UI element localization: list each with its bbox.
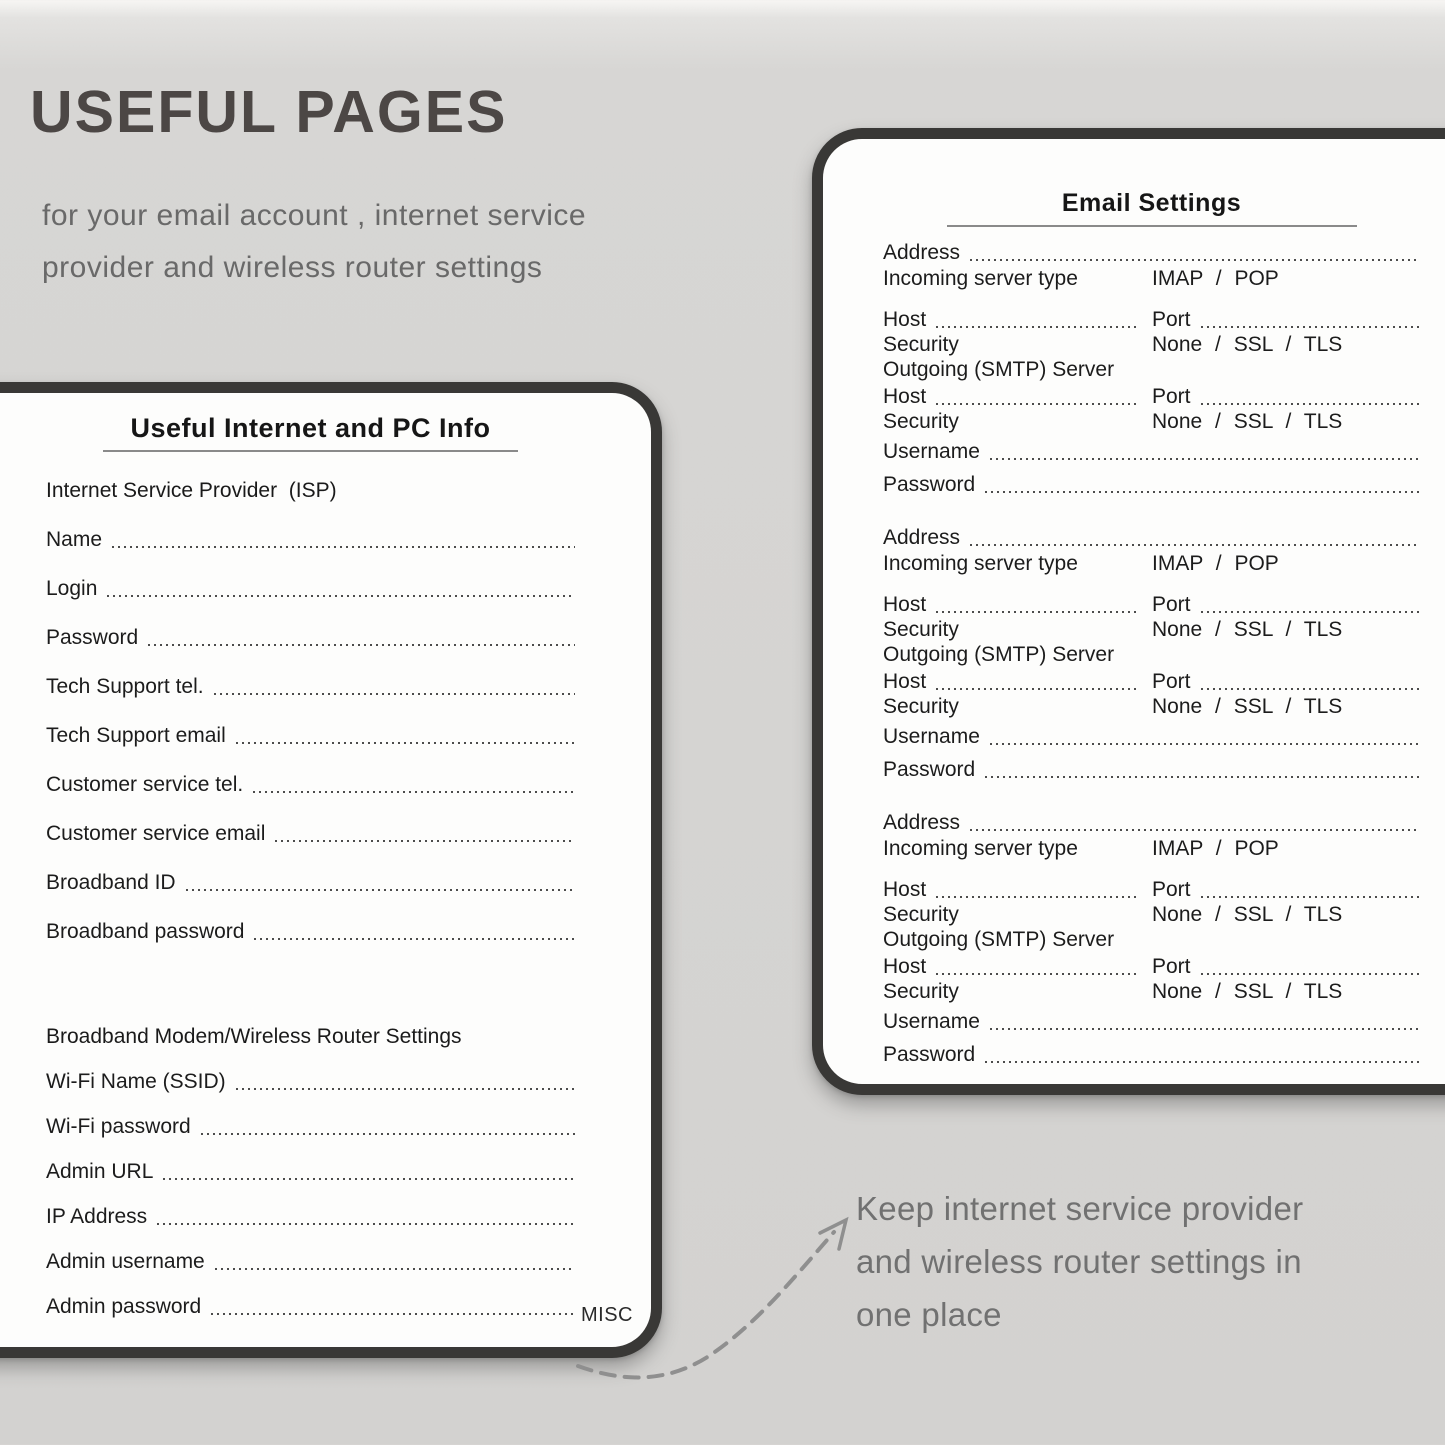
row-right-cell (1152, 410, 1420, 433)
dotted-write-line (157, 1223, 575, 1225)
field-label: Wi-Fi password (46, 1115, 191, 1138)
field-row-password (883, 758, 1420, 781)
option-choices: None / SSL / TLS (1152, 333, 1343, 356)
field-row-security (883, 903, 1420, 926)
field-label: Address (883, 811, 961, 834)
field-row-username (883, 440, 1420, 463)
field-row-password (883, 473, 1420, 496)
email-settings-blocks (883, 241, 1420, 1066)
field-row-name (46, 529, 575, 551)
row-left-cell (883, 308, 1152, 331)
field-label: Host (883, 385, 927, 408)
field-label: Incoming server type (883, 837, 1078, 860)
hero-title: USEFUL PAGES (30, 79, 508, 145)
field-row-host-port (883, 308, 1420, 331)
dotted-write-line (936, 896, 1138, 898)
notebook-page-email-settings (812, 128, 1445, 1095)
row-left-cell (883, 410, 1152, 433)
row-right-cell (1152, 980, 1420, 1003)
field-row-admin-url (46, 1161, 575, 1183)
field-label: Security (883, 980, 959, 1003)
row-left-cell (883, 903, 1152, 926)
dotted-write-line (936, 688, 1138, 690)
dotted-write-line (201, 1133, 575, 1135)
field-row-security (883, 695, 1420, 718)
dotted-write-line (936, 611, 1138, 613)
dotted-write-line (970, 544, 1420, 546)
field-row-host-port (883, 670, 1420, 693)
row-left-cell (883, 267, 1152, 290)
field-label: Broadband password (46, 920, 245, 943)
arrowhead-icon (820, 1220, 846, 1249)
field-label: Outgoing (SMTP) Server (883, 358, 1115, 381)
field-row-username (883, 725, 1420, 748)
title-underline (947, 225, 1357, 227)
email-settings-block (883, 811, 1420, 1066)
field-row-host-port (883, 593, 1420, 616)
dotted-write-line (1201, 403, 1420, 405)
field-row-address (883, 526, 1420, 549)
field-label: Broadband ID (46, 871, 176, 894)
field-row-tech-support-tel (46, 676, 575, 698)
field-row-security (883, 980, 1420, 1003)
field-label: Customer service tel. (46, 773, 244, 796)
right-page-content (823, 139, 1445, 1084)
option-choices: None / SSL / TLS (1152, 903, 1343, 926)
field-row-host-port (883, 955, 1420, 978)
field-row-address (883, 241, 1420, 264)
row-right-cell (1152, 670, 1420, 693)
dotted-write-line (186, 889, 575, 891)
field-label: Admin password (46, 1295, 202, 1318)
notebook-page-internet-info (0, 382, 662, 1358)
email-settings-block (883, 526, 1420, 781)
field-label: Port (1152, 670, 1191, 693)
left-page-content (0, 393, 651, 1347)
field-row-tech-support-email (46, 725, 575, 747)
dotted-write-line (215, 1268, 575, 1270)
field-row-customer-service-tel (46, 774, 575, 796)
row-left-cell (883, 837, 1152, 860)
dotted-write-line (148, 644, 575, 646)
option-choices: None / SSL / TLS (1152, 695, 1343, 718)
right-page-title: Email Settings (1061, 189, 1242, 217)
field-label: Password (883, 1043, 976, 1066)
dotted-write-line (936, 326, 1138, 328)
row-left-cell (883, 695, 1152, 718)
row-left-cell (883, 980, 1152, 1003)
field-row-customer-service-email (46, 823, 575, 845)
field-row-admin-username (46, 1251, 575, 1273)
field-row-outgoing-smtp-server (883, 358, 1420, 381)
dotted-write-line (936, 403, 1138, 405)
row-right-cell (1152, 593, 1420, 616)
hero-subtitle: for your email account , internet service provider and wireless router settings (42, 199, 587, 284)
field-row-wi-fi-password (46, 1116, 575, 1138)
field-label: Address (883, 526, 961, 549)
field-row-incoming-server-type (883, 837, 1420, 860)
dotted-write-line (936, 973, 1138, 975)
dotted-write-line (107, 595, 575, 597)
option-choices: None / SSL / TLS (1152, 410, 1343, 433)
field-row-login (46, 578, 575, 600)
row-right-cell (1152, 385, 1420, 408)
field-label: Login (46, 577, 98, 600)
dotted-write-line (985, 1061, 1420, 1063)
left-page-title: Useful Internet and PC Info (130, 413, 491, 443)
field-row-password (883, 1043, 1420, 1066)
field-label: Password (883, 473, 976, 496)
field-label: Host (883, 593, 927, 616)
field-row-incoming-server-type (883, 552, 1420, 575)
email-settings-block (883, 241, 1420, 496)
field-label: Host (883, 955, 927, 978)
row-left-cell (883, 333, 1152, 356)
field-row-username (883, 1010, 1420, 1033)
row-right-cell (1152, 552, 1420, 575)
dotted-write-line (970, 259, 1420, 261)
field-row-broadband-id (46, 872, 575, 894)
row-left-cell (883, 593, 1152, 616)
field-label: Port (1152, 955, 1191, 978)
field-label: Password (46, 626, 139, 649)
field-label: Outgoing (SMTP) Server (883, 928, 1115, 951)
row-right-cell (1152, 267, 1420, 290)
field-label: Address (883, 241, 961, 264)
field-label: Incoming server type (883, 552, 1078, 575)
section-header-internet-service-provider-isp: Internet Service Provider (ISP) (46, 479, 337, 502)
dotted-write-line (236, 742, 575, 744)
field-label: IP Address (46, 1205, 148, 1228)
field-row-admin-password (46, 1296, 575, 1318)
row-right-cell (1152, 903, 1420, 926)
field-label: Incoming server type (883, 267, 1078, 290)
option-choices: IMAP / POP (1152, 267, 1279, 290)
dotted-write-line (275, 840, 575, 842)
section-header-broadband-modem-wireless-router-settings: Broadband Modem/Wireless Router Settings (46, 1025, 462, 1048)
dotted-write-line (214, 693, 575, 695)
dotted-write-line (990, 1028, 1420, 1030)
field-label: Username (883, 725, 980, 748)
dotted-write-line (990, 743, 1420, 745)
field-label: Tech Support email (46, 724, 226, 747)
field-label: Username (883, 440, 980, 463)
field-row-broadband-password (46, 921, 575, 943)
field-label: Customer service email (46, 822, 266, 845)
field-row-wi-fi-name-ssid (46, 1071, 575, 1093)
row-right-cell (1152, 955, 1420, 978)
row-left-cell (883, 955, 1152, 978)
dotted-write-line (1201, 326, 1420, 328)
dotted-write-line (1201, 611, 1420, 613)
option-choices: IMAP / POP (1152, 837, 1279, 860)
field-row-outgoing-smtp-server (883, 928, 1420, 951)
field-label: Port (1152, 385, 1191, 408)
field-label: Security (883, 333, 959, 356)
field-row-address (883, 811, 1420, 834)
field-label: Security (883, 695, 959, 718)
field-label: Host (883, 308, 927, 331)
dotted-write-line (211, 1313, 575, 1315)
row-left-cell (883, 552, 1152, 575)
dotted-write-line (1201, 896, 1420, 898)
field-row-host-port (883, 878, 1420, 901)
field-label: Security (883, 903, 959, 926)
field-row-ip-address (46, 1206, 575, 1228)
field-label: Port (1152, 308, 1191, 331)
option-choices: None / SSL / TLS (1152, 618, 1343, 641)
field-row-security (883, 410, 1420, 433)
field-row-outgoing-smtp-server (883, 643, 1420, 666)
field-row-incoming-server-type (883, 267, 1420, 290)
dotted-write-line (970, 829, 1420, 831)
field-label: Name (46, 528, 103, 551)
row-left-cell (883, 385, 1152, 408)
dotted-write-line (254, 938, 575, 940)
dotted-write-line (1201, 688, 1420, 690)
row-left-cell (883, 618, 1152, 641)
row-right-cell (1152, 618, 1420, 641)
left-page-fields (46, 480, 575, 1318)
row-left-cell (883, 670, 1152, 693)
title-underline (103, 450, 518, 452)
row-right-cell (1152, 837, 1420, 860)
field-row-password (46, 627, 575, 649)
dotted-write-line (985, 491, 1420, 493)
field-row-host-port (883, 385, 1420, 408)
dotted-write-line (1201, 973, 1420, 975)
field-label: Outgoing (SMTP) Server (883, 643, 1115, 666)
row-right-cell (1152, 695, 1420, 718)
field-label: Password (883, 758, 976, 781)
annotation-text: Keep internet service provider and wireless router settings in one place (856, 1190, 1304, 1333)
field-label: Port (1152, 593, 1191, 616)
row-right-cell (1152, 333, 1420, 356)
field-label: Admin URL (46, 1160, 154, 1183)
row-left-cell (883, 878, 1152, 901)
page-tab-misc: MISC (581, 1304, 633, 1326)
field-row-security (883, 333, 1420, 356)
field-label: Tech Support tel. (46, 675, 204, 698)
field-label: Host (883, 670, 927, 693)
field-label: Username (883, 1010, 980, 1033)
field-label: Wi-Fi Name (SSID) (46, 1070, 226, 1093)
dotted-write-line (236, 1088, 575, 1090)
row-right-cell (1152, 308, 1420, 331)
field-label: Security (883, 410, 959, 433)
field-row-security (883, 618, 1420, 641)
field-label: Security (883, 618, 959, 641)
option-choices: IMAP / POP (1152, 552, 1279, 575)
row-right-cell (1152, 878, 1420, 901)
option-choices: None / SSL / TLS (1152, 980, 1343, 1003)
field-label: Port (1152, 878, 1191, 901)
field-label: Admin username (46, 1250, 205, 1273)
dotted-write-line (990, 458, 1420, 460)
dotted-write-line (112, 546, 575, 548)
field-label: Host (883, 878, 927, 901)
dotted-write-line (985, 776, 1420, 778)
dotted-write-line (253, 791, 575, 793)
dotted-write-line (163, 1178, 575, 1180)
